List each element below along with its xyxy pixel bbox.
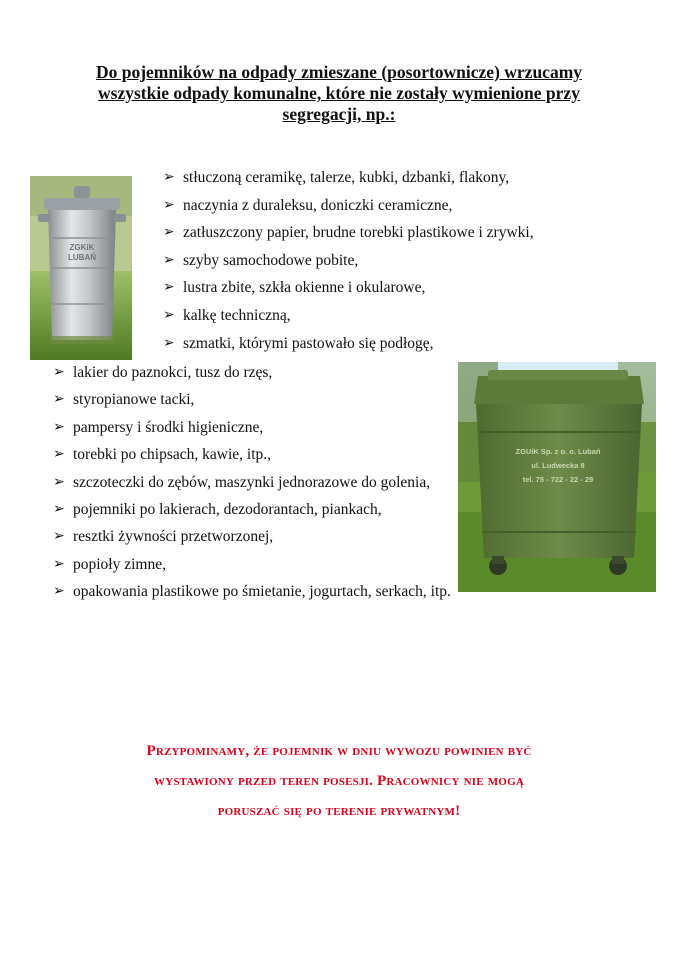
list-item: ➢ pojemniki po lakierach, dezodorantach, piankach, — [53, 500, 382, 518]
arrow-bullet-icon: ➢ — [163, 197, 175, 213]
list-item: ➢ opakowania plastikowe po śmietanie, jogurtach, serkach, itp. — [53, 583, 451, 601]
arrow-bullet-icon: ➢ — [163, 170, 175, 185]
list-item: ➢ resztki żywności przetworzonej, — [53, 528, 274, 546]
list-item: ➢ popioły zimne, — [53, 555, 166, 573]
arrow-bullet-icon: ➢ — [53, 447, 65, 463]
list-item: ➢ lustra zbite, szkła okienne i okularowe, — [163, 279, 426, 297]
reminder-line-1: Przypominamy, że pojemnik w dniu wywozu powinien być — [146, 743, 532, 759]
waste-list-top — [163, 168, 534, 361]
list-item: ➢ lakier do paznokci, tusz do rzęs, — [53, 364, 273, 381]
reminder-notice — [20, 736, 658, 826]
green-bin-label-1: ZGUiK Sp. z o. o. Lubań — [515, 447, 601, 456]
arrow-bullet-icon: ➢ — [53, 365, 65, 380]
list-item: ➢ pampersy i środki higieniczne, — [53, 418, 264, 436]
arrow-bullet-icon: ➢ — [53, 501, 65, 517]
arrow-bullet-icon: ➢ — [163, 307, 175, 323]
list-item: ➢ stłuczoną ceramikę, talerze, kubki, dzbanki, flakony, — [163, 169, 510, 186]
green-bin-label-3: tel. 75 - 722 - 22 - 29 — [522, 475, 594, 484]
arrow-bullet-icon: ➢ — [163, 280, 175, 296]
arrow-bullet-icon: ➢ — [53, 529, 65, 545]
arrow-bullet-icon: ➢ — [163, 225, 175, 241]
list-item: ➢ szyby samochodowe pobite, — [163, 251, 359, 269]
reminder-line-2: wystawiony przed teren posesji. Pracownicy nie mogą — [154, 773, 524, 789]
title-line-1: Do pojemników na odpady zmieszane (posortownicze) wrzucamy — [95, 62, 583, 82]
waste-list-bottom — [53, 363, 473, 610]
metal-bin-illustration — [30, 176, 132, 360]
metal-bin-label-1: ZGKiK — [69, 243, 95, 252]
green-bin-label-2: ul. Ludwecka 8 — [531, 461, 585, 470]
page-title — [40, 62, 638, 125]
arrow-bullet-icon: ➢ — [53, 474, 65, 490]
list-item: ➢ kalkę techniczną, — [163, 306, 291, 324]
metal-bin-label-2: LUBAŃ — [68, 253, 96, 262]
green-bin-photo — [458, 362, 656, 592]
green-bin-illustration — [458, 362, 656, 592]
list-item: ➢ styropianowe tacki, — [53, 391, 195, 409]
metal-bin-photo — [30, 176, 132, 360]
arrow-bullet-icon: ➢ — [53, 419, 65, 435]
list-item: ➢ szmatki, którymi pastowało się podłogę, — [163, 334, 434, 352]
list-item: ➢ zatłuszczony papier, brudne torebki plastikowe i zrywki, — [163, 224, 534, 242]
title-line-2: wszystkie odpady komunalne, które nie zostały wymienione przy — [98, 83, 580, 103]
list-item: ➢ szczoteczki do zębów, maszynki jednorazowe do golenia, — [53, 473, 431, 491]
arrow-bullet-icon: ➢ — [53, 556, 65, 572]
arrow-bullet-icon: ➢ — [53, 392, 65, 408]
reminder-line-3: poruszać się po terenie prywatnym! — [217, 803, 461, 819]
title-line-3: segregacji, np.: — [282, 104, 396, 124]
arrow-bullet-icon: ➢ — [53, 584, 65, 600]
list-item: ➢ torebki po chipsach, kawie, itp., — [53, 446, 272, 464]
arrow-bullet-icon: ➢ — [163, 335, 175, 351]
list-item: ➢ naczynia z duraleksu, doniczki ceramiczne, — [163, 196, 453, 214]
arrow-bullet-icon: ➢ — [163, 252, 175, 268]
